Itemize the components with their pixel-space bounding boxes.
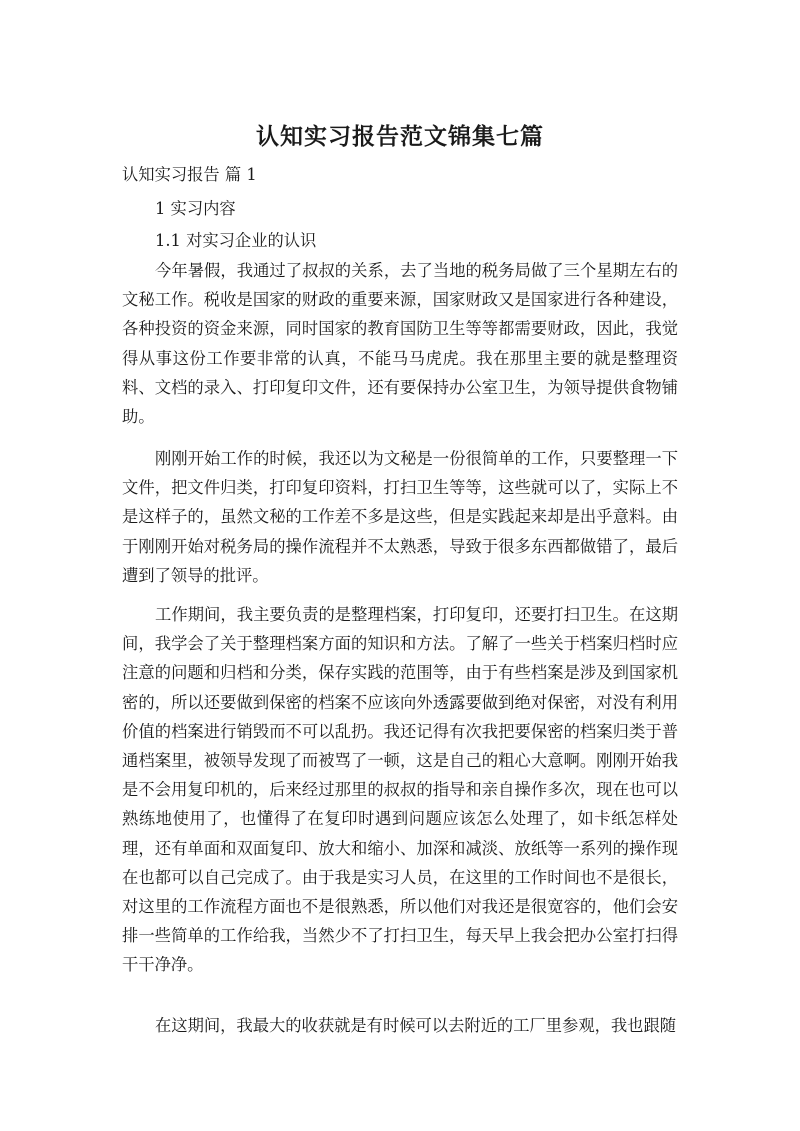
heading-implementation: 1 实习内容 xyxy=(155,199,236,218)
section-label: 认知实习报告 篇 1 xyxy=(122,165,257,184)
document-title: 认知实习报告范文锦集七篇 xyxy=(256,124,544,150)
paragraph: 刚刚开始工作的时候，我还以为文秘是一份很简单的工作，只要整理一下文件，把文件归类，打印复印资料，打扫卫生等等，这些就可以了，实际上不是这样子的，虽然文秘的工作差不多是这些，但是实践起来却是出乎意料。由于刚刚开始对税务局的操作流程并不太熟悉，导致于很多东西都做错了，最后遭到了领导的批评。 xyxy=(122,449,678,585)
paragraph: 工作期间，我主要负责的是整理档案，打印复印，还要打扫卫生。在这期间，我学会了关于整理档案方面的知识和方法。了解了一些关于档案归档时应注意的问题和归档和分类，保存实践的范围等，由于有些档案是涉及到国家机密的，所以还要做到保密的档案不应该向外透露要做到绝对保密，对没有利用价值的档案进行销毁而不可以乱扔。我还记得有次我把要保密的档案归类于普通档案里，被领导发现了而被骂了一顿，这是自己的粗心大意啊。刚刚开始我是不会用复印机的，后来经过那里的叔叔的指导和亲自操作多次，现在也可以熟练地使用了，也懂得了在复印时遇到问题应该怎么处理了，如卡纸怎样处理，还有单面和双面复印、放大和缩小、加深和减淡、放纸等一系列的操作现在也都可以自己完成了。由于我是实习人员，在这里的工作时间也不是很长，对这里的工作流程方面也不是很熟悉，所以他们对我还是很宽容的，他们会安排一些简单的工作给我，当然少不了打扫卫生，每天早上我会把办公室打扫得干干净净。 xyxy=(122,605,678,975)
paragraph: 今年暑假，我通过了叔叔的关系，去了当地的税务局做了三个星期左右的文秘工作。税收是国家的财政的重要来源，国家财政又是国家进行各种建设，各种投资的资金来源，同时国家的教育国防卫生等等都需要财政，因此，我觉得从事这份工作要非常的认真，不能马马虎虎。我在那里主要的就是整理资料、文档的录入、打印复印文件，还有要保持办公室卫生，为领导提供食物铺助。 xyxy=(122,261,678,427)
heading-company-understanding: 1.1 对实习企业的认识 xyxy=(155,231,317,250)
paragraph: 在这期间，我最大的收获就是有时候可以去附近的工厂里参观，我也跟随 xyxy=(155,1016,677,1035)
